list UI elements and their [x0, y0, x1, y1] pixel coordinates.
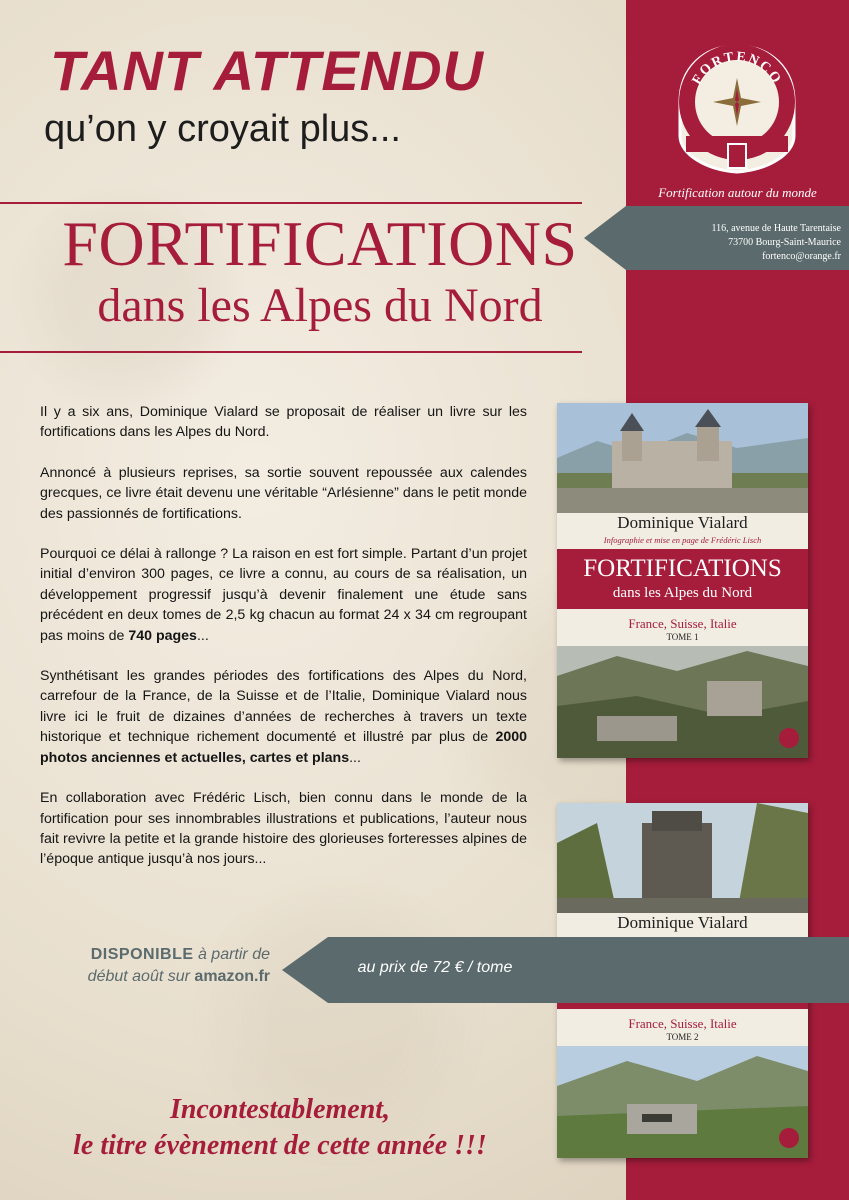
paragraph-5: En collaboration avec Frédéric Lisch, bien connu dans le monde de la fortification pour ses innombrables illustrations et publications, l’auteur nous fait revivre la petite et la grande histoire des glorieuses forteresses alpines de l’époque antique jusqu’à nos jours... [40, 790, 527, 868]
paragraph-3-text: Pourquoi ce délai à rallonge ? La raison en est fort simple. Partant d’un projet initial d’environ 300 pages, ce livre a connu, au cours de sa réalisation, un développement progressif jusqu’à devenir finalement une étude sans précédent en deux tomes de 2,5 kg chacun au format 24 x 34 cm regroupant pas moins de [40, 546, 527, 644]
paragraph-4-text: Synthétisant les grandes périodes des fortifications des Alpes du Nord, carrefour de la France, de la Suisse et de l’Italie, Dominique Vialard nous livre ici le fruit de dizaines d’années de recherches à travers un texte historique et technique richement documenté et illustré par plus de [40, 668, 527, 746]
bottom-divider [0, 351, 582, 353]
book-tome: TOME 2 [666, 1032, 699, 1042]
book-subtitle: dans les Alpes du Nord [612, 585, 753, 601]
bunker-photo [557, 1046, 808, 1158]
availability-text [40, 944, 270, 988]
svg-text:FORTENCO: FORTENCO [689, 49, 785, 88]
logo-lettering [676, 44, 798, 104]
tower-photo [557, 803, 808, 913]
store-link[interactable]: amazon.fr [194, 968, 270, 985]
price-label: au prix de 72 € / tome [357, 959, 513, 976]
availability-line-2 [40, 966, 270, 988]
address-block [626, 222, 841, 264]
headline: TANT ATTENDU [50, 39, 484, 102]
availability-label: DISPONIBLE [90, 946, 194, 963]
paragraph-3 [40, 544, 527, 646]
paragraph-4-ellipsis: ... [349, 749, 361, 766]
email-address[interactable]: fortenco@orange.fr [762, 251, 841, 262]
book-title: FORTIFICATIONS [583, 555, 782, 582]
fort-valley-photo [557, 646, 808, 758]
subheadline: qu’on y croyait plus... [44, 108, 401, 150]
page-count: 740 pages [128, 627, 197, 644]
paragraph-3-ellipsis: ... [196, 627, 209, 644]
body-text [40, 402, 527, 890]
paragraph-1: Il y a six ans, Dominique Vialard se proposait de réaliser un livre sur les fortifications dans les Alpes du Nord. [40, 404, 527, 441]
address-line-1: 116, avenue de Haute Tarentaise [711, 223, 841, 234]
closing-tagline [30, 1092, 530, 1164]
book-countries: France, Suisse, Italie [628, 1016, 737, 1031]
main-subtitle: dans les Alpes du Nord [97, 279, 543, 332]
address-line-2: 73700 Bourg-Saint-Maurice [728, 237, 841, 248]
availability-line-1 [40, 944, 270, 966]
paragraph-2: Annoncé à plusieurs reprises, sa sortie souvent repoussée aux calendes grecques, ce livre était devenu une véritable “Arlésienne” dans le petit monde des passionnés de fortifications. [40, 464, 527, 522]
brand-tagline: Fortification autour du monde [658, 185, 817, 200]
closing-line-1: Incontestablement, [169, 1094, 391, 1125]
book-credit: Infographie et mise en page de Frédéric Lisch [603, 535, 762, 545]
main-title: FORTIFICATIONS [62, 208, 578, 279]
paragraph-4 [40, 666, 527, 768]
book-tome: TOME 1 [666, 632, 699, 642]
photo-count: 2000 photos anciennes et actuelles, cartes et plans [40, 729, 527, 766]
book-cover-tome-1[interactable] [557, 403, 808, 758]
castle-photo [557, 403, 808, 513]
availability-date: début août sur [87, 968, 195, 985]
book-author: Dominique Vialard [617, 913, 748, 932]
availability-from: à partir de [193, 946, 270, 963]
closing-line-2: le titre évènement de cette année !!! [73, 1130, 487, 1161]
fortenco-logo [676, 44, 798, 174]
book-countries: France, Suisse, Italie [628, 616, 737, 631]
book-author: Dominique Vialard [617, 513, 748, 532]
top-divider [0, 202, 582, 204]
